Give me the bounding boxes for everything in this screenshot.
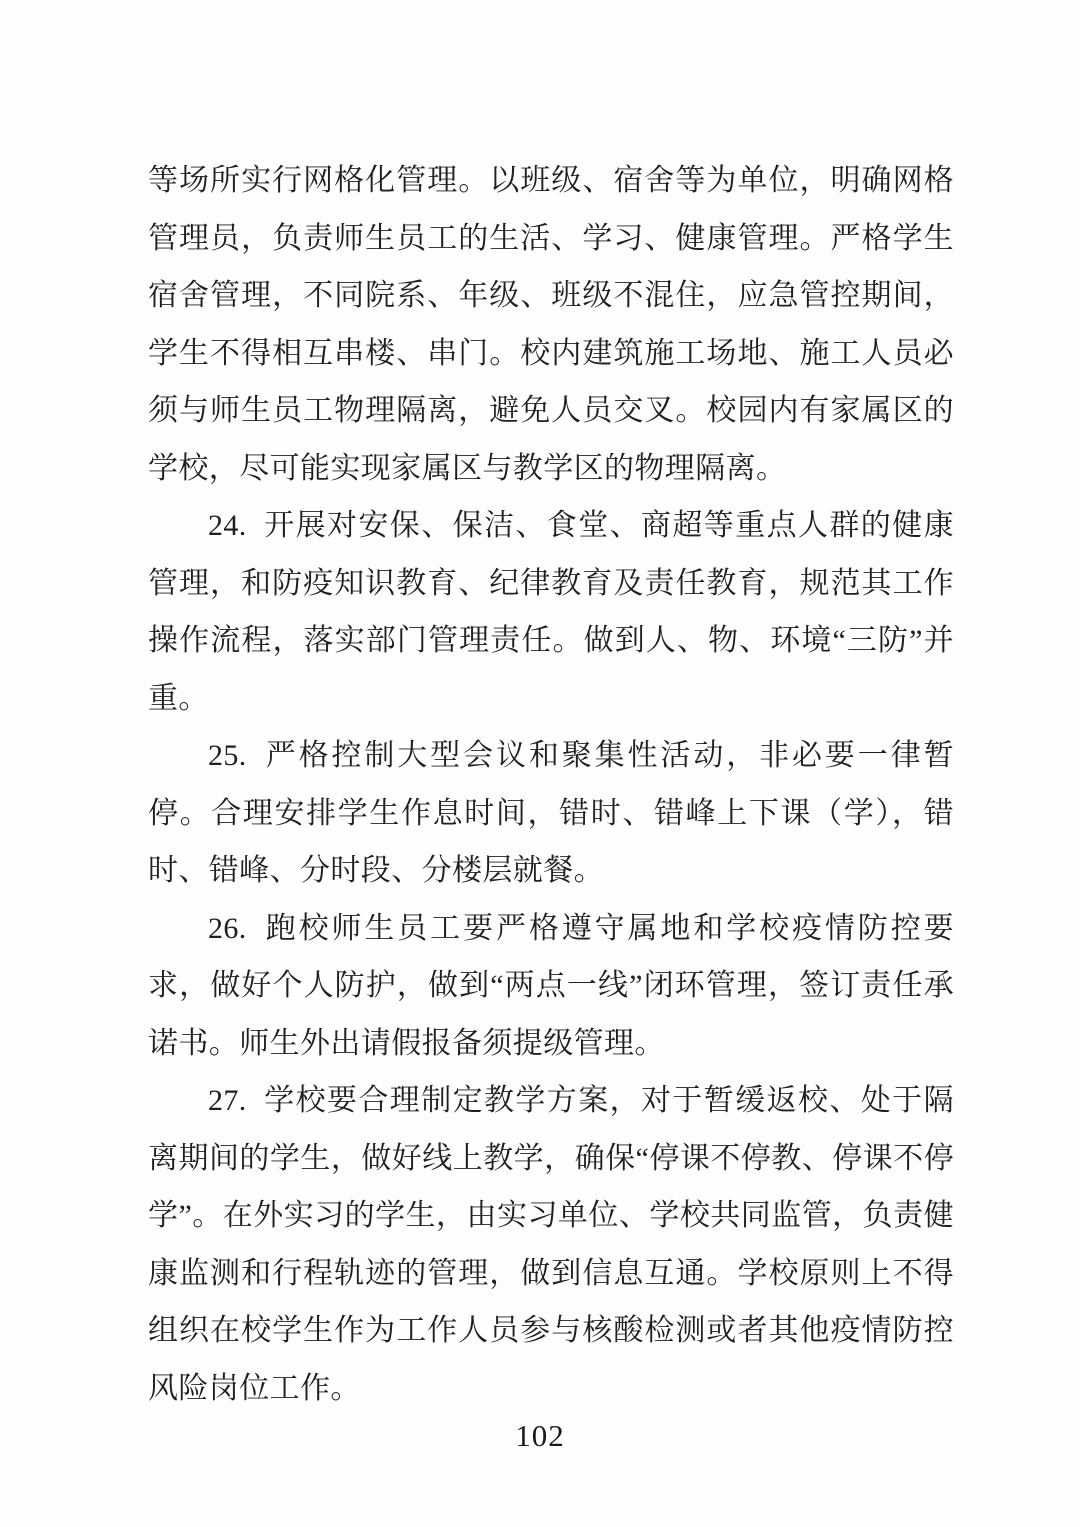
page-number: 102 (515, 1418, 565, 1453)
paragraph-number: 26. (208, 911, 247, 945)
paragraph-number: 25. (208, 739, 247, 772)
page-footer (0, 1418, 1080, 1454)
paragraph (148, 1072, 954, 1417)
paragraph-number: 27. (208, 1084, 247, 1117)
paragraph-text: 开展对安保、保洁、食堂、商超等重点人群的健康管理，和防疫知识教育、纪律教育及责任教育，规范其工作操作流程，落实部门管理责任。做到人、物、环境“三防”并重。 (148, 509, 954, 715)
paragraph-text: 跑校师生员工要严格遵守属地和学校疫情防控要求，做好个人防护，做到“两点一线”闭环管理，签订责任承诺书。师生外出请假报备须提级管理。 (148, 911, 954, 1060)
paragraph (148, 727, 954, 900)
paragraph-text: 严格控制大型会议和聚集性活动，非必要一律暂停。合理安排学生作息时间，错时、错峰上下课（学），错时、错峰、分时段、分楼层就餐。 (148, 739, 954, 887)
paragraph (148, 497, 954, 727)
paragraph (148, 900, 954, 1073)
paragraph (148, 152, 954, 497)
paragraph-text: 等场所实行网格化管理。以班级、宿舍等为单位，明确网格管理员，负责师生员工的生活、学习、健康管理。严格学生宿舍管理，不同院系、年级、班级不混住，应急管控期间，学生不得相互串楼、串门。校内建筑施工场地、施工人员必须与师生员工物理隔离，避免人员交叉。校园内有家属区的学校，尽可能实现家属区与教学区的物理隔离。 (148, 164, 954, 485)
paragraph-number: 24. (208, 509, 247, 542)
paragraph-text: 学校要合理制定教学方案，对于暂缓返校、处于隔离期间的学生，做好线上教学，确保“停课不停教、停课不停学”。在外实习的学生，由实习单位、学校共同监管，负责健康监测和行程轨迹的管理，做到信息互通。学校原则上不得组织在校学生作为工作人员参与核酸检测或者其他疫情防控风险岗位工作。 (148, 1084, 954, 1405)
document-body (148, 152, 954, 1417)
